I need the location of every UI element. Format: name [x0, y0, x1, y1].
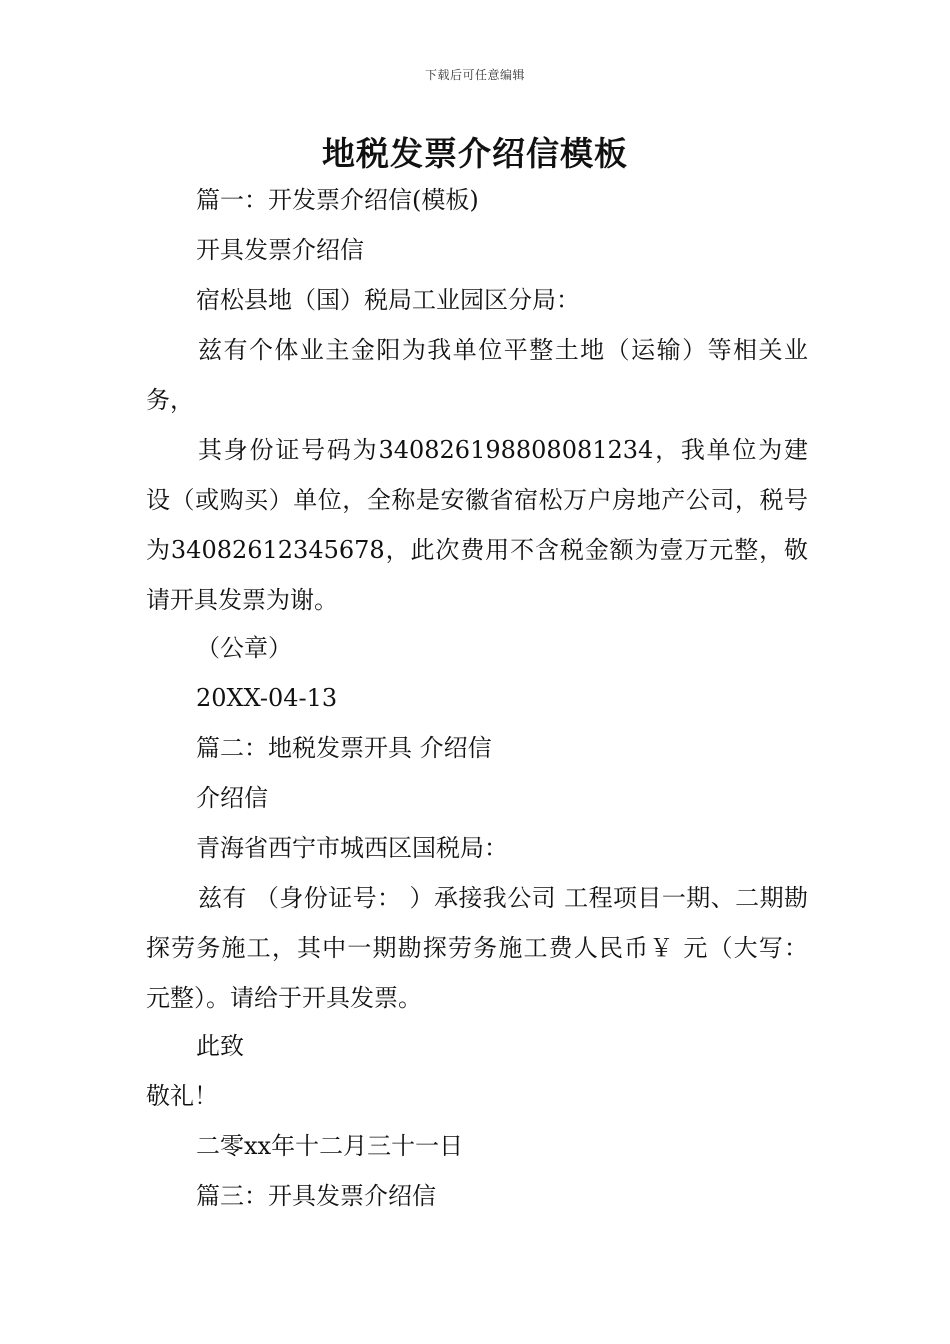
letter-date-2: 二零xx年十二月三十一日	[196, 1132, 464, 1160]
section-heading-2: 篇二：地税发票开具 介绍信	[196, 734, 492, 762]
letter-date-1: 20XX-04-13	[196, 684, 338, 712]
document-title: 地税发票介绍信模板	[322, 134, 628, 173]
seal-note: （公章）	[196, 634, 292, 662]
letter-title-1: 开具发票介绍信	[196, 236, 364, 264]
closing-salutation-1: 此致	[196, 1032, 244, 1060]
letter-recipient-2: 青海省西宁市城西区国税局：	[196, 834, 508, 862]
letter-paragraph-1b: 其身份证号码为340826198808081234，我单位为建设（或购买）单位，全称是安徽省宿松万户房地产公司，税号为34082612345678，此次费用不含税金额为壹万元整，敬请开具发票为谢。	[146, 436, 808, 614]
closing-salutation-2: 敬礼！	[146, 1082, 218, 1110]
section-heading-1: 篇一：开发票介绍信(模板)	[196, 186, 479, 214]
letter-recipient-1: 宿松县地（国）税局工业园区分局：	[196, 286, 580, 314]
section-heading-3: 篇三：开具发票介绍信	[196, 1182, 436, 1210]
letter-title-2: 介绍信	[196, 784, 268, 812]
letter-paragraph-2: 兹有 （身份证号： ）承接我公司 工程项目一期、二期勘探劳务施工，其中一期勘探劳务施工费人民币￥ 元（大写： 元整）。请给于开具发票。	[146, 884, 808, 1012]
letter-paragraph-1a: 兹有个体业主金阳为我单位平整土地（运输）等相关业务，	[146, 336, 808, 414]
download-note: 下载后可任意编辑	[424, 68, 525, 82]
